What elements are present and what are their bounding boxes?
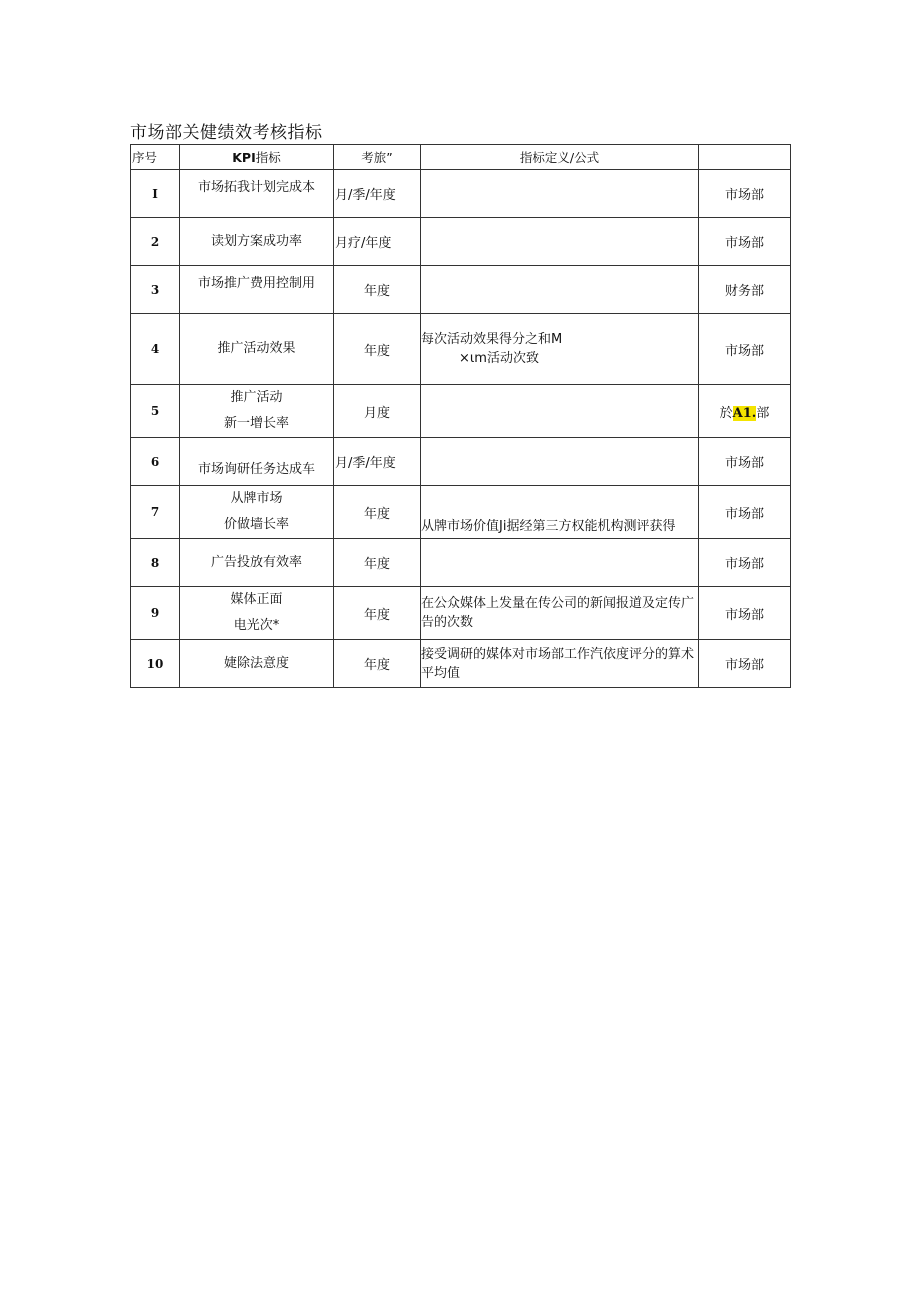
kpi-line: 电光次* bbox=[233, 618, 280, 633]
row-dept: 市场部 bbox=[699, 170, 791, 218]
row-period: 年度 bbox=[334, 587, 421, 640]
row-seq: 2 bbox=[131, 218, 180, 266]
row-kpi-name bbox=[180, 314, 334, 385]
dept-prefix: 於 bbox=[719, 405, 733, 421]
row-definition bbox=[421, 486, 699, 539]
row-period: 月度 bbox=[334, 385, 421, 438]
row-dept: 市场部 bbox=[699, 486, 791, 539]
row-seq: 7 bbox=[131, 486, 180, 539]
row-period: 年度 bbox=[334, 314, 421, 385]
kpi-line: 从牌市场 bbox=[230, 491, 283, 506]
row-period: 年度 bbox=[334, 539, 421, 587]
kpi-line: 价做墙长率 bbox=[223, 517, 289, 532]
row-dept bbox=[699, 385, 791, 438]
row-dept: 市场部 bbox=[699, 587, 791, 640]
row-definition bbox=[421, 266, 699, 314]
header-period: 考旅” bbox=[334, 145, 421, 170]
table-row bbox=[131, 640, 791, 688]
highlighted-text: A1. bbox=[732, 405, 757, 421]
row-period: 月疗/年度 bbox=[334, 218, 421, 266]
row-dept: 市场部 bbox=[699, 438, 791, 486]
header-definition: 指标定义/公式 bbox=[421, 145, 699, 170]
row-seq: 3 bbox=[131, 266, 180, 314]
kpi-line: 婕除法意度 bbox=[223, 655, 289, 671]
header-kpi bbox=[180, 145, 334, 170]
definition-line: 在公众媒体上发量在传公司的新闻报道及定传广告的次数 bbox=[421, 596, 695, 630]
header-kpi-rest: 指标 bbox=[255, 150, 281, 165]
definition-line: 接受调研的媒体对市场部工作汽依度评分的算术平均值 bbox=[421, 646, 695, 681]
row-dept: 市场部 bbox=[699, 218, 791, 266]
row-period: 年度 bbox=[334, 266, 421, 314]
row-kpi-name bbox=[180, 218, 334, 266]
row-definition bbox=[421, 218, 699, 266]
row-dept: 财务部 bbox=[699, 266, 791, 314]
table-row bbox=[131, 218, 791, 266]
definition-line: ×ιm活动次致 bbox=[459, 351, 539, 366]
table-row bbox=[131, 266, 791, 314]
kpi-line: 推广活动 bbox=[230, 390, 283, 405]
row-kpi-name bbox=[180, 486, 334, 539]
row-period: 年度 bbox=[334, 486, 421, 539]
definition-line: 从牌市场价值Ji据经第三方权能机构测评获得 bbox=[421, 519, 676, 534]
dept-suffix: 部 bbox=[756, 405, 770, 421]
kpi-line: 新一增长率 bbox=[223, 416, 289, 431]
row-kpi-name bbox=[180, 640, 334, 688]
table-row bbox=[131, 587, 791, 640]
row-kpi-name bbox=[180, 266, 334, 314]
row-seq: I bbox=[131, 170, 180, 218]
definition-line: 每次活动效果得分之和M bbox=[421, 332, 563, 347]
row-definition bbox=[421, 314, 699, 385]
row-seq: 8 bbox=[131, 539, 180, 587]
row-kpi-name bbox=[180, 587, 334, 640]
row-dept: 市场部 bbox=[699, 539, 791, 587]
row-seq: 5 bbox=[131, 385, 180, 438]
row-kpi-name bbox=[180, 539, 334, 587]
kpi-line: 媒体正面 bbox=[230, 592, 283, 607]
kpi-line: 市场询研任务达成车 bbox=[197, 462, 315, 477]
row-definition bbox=[421, 438, 699, 486]
row-period: 月/季/年度 bbox=[334, 170, 421, 218]
kpi-line: 推广活动效果 bbox=[217, 341, 296, 356]
row-definition bbox=[421, 385, 699, 438]
row-kpi-name bbox=[180, 438, 334, 486]
row-definition bbox=[421, 587, 699, 640]
row-definition bbox=[421, 640, 699, 688]
table-row bbox=[131, 385, 791, 438]
row-seq: 4 bbox=[131, 314, 180, 385]
kpi-line: 市场拓我计划完成本 bbox=[197, 180, 315, 195]
row-kpi-name bbox=[180, 385, 334, 438]
row-seq: 10 bbox=[131, 640, 180, 688]
table-header-row bbox=[131, 145, 791, 170]
kpi-line: 广告投放有效率 bbox=[210, 554, 302, 570]
row-period: 年度 bbox=[334, 640, 421, 688]
header-seq: 序号 bbox=[131, 145, 180, 170]
kpi-line: 读划方案成功率 bbox=[210, 233, 302, 249]
row-kpi-name bbox=[180, 170, 334, 218]
row-seq: 9 bbox=[131, 587, 180, 640]
row-definition bbox=[421, 170, 699, 218]
row-definition bbox=[421, 539, 699, 587]
kpi-table bbox=[130, 144, 791, 688]
row-dept: 市场部 bbox=[699, 314, 791, 385]
table-row bbox=[131, 486, 791, 539]
table-row bbox=[131, 438, 791, 486]
table-row bbox=[131, 539, 791, 587]
header-kpi-bold: KPI bbox=[232, 150, 256, 165]
row-seq: 6 bbox=[131, 438, 180, 486]
kpi-line: 市场推广费用控制用 bbox=[197, 276, 315, 291]
row-dept: 市场部 bbox=[699, 640, 791, 688]
table-row bbox=[131, 314, 791, 385]
table-row bbox=[131, 170, 791, 218]
row-period: 月/季/年度 bbox=[334, 438, 421, 486]
document-title: 市场部关健绩效考核指标 bbox=[130, 123, 323, 143]
header-dept bbox=[699, 145, 791, 170]
